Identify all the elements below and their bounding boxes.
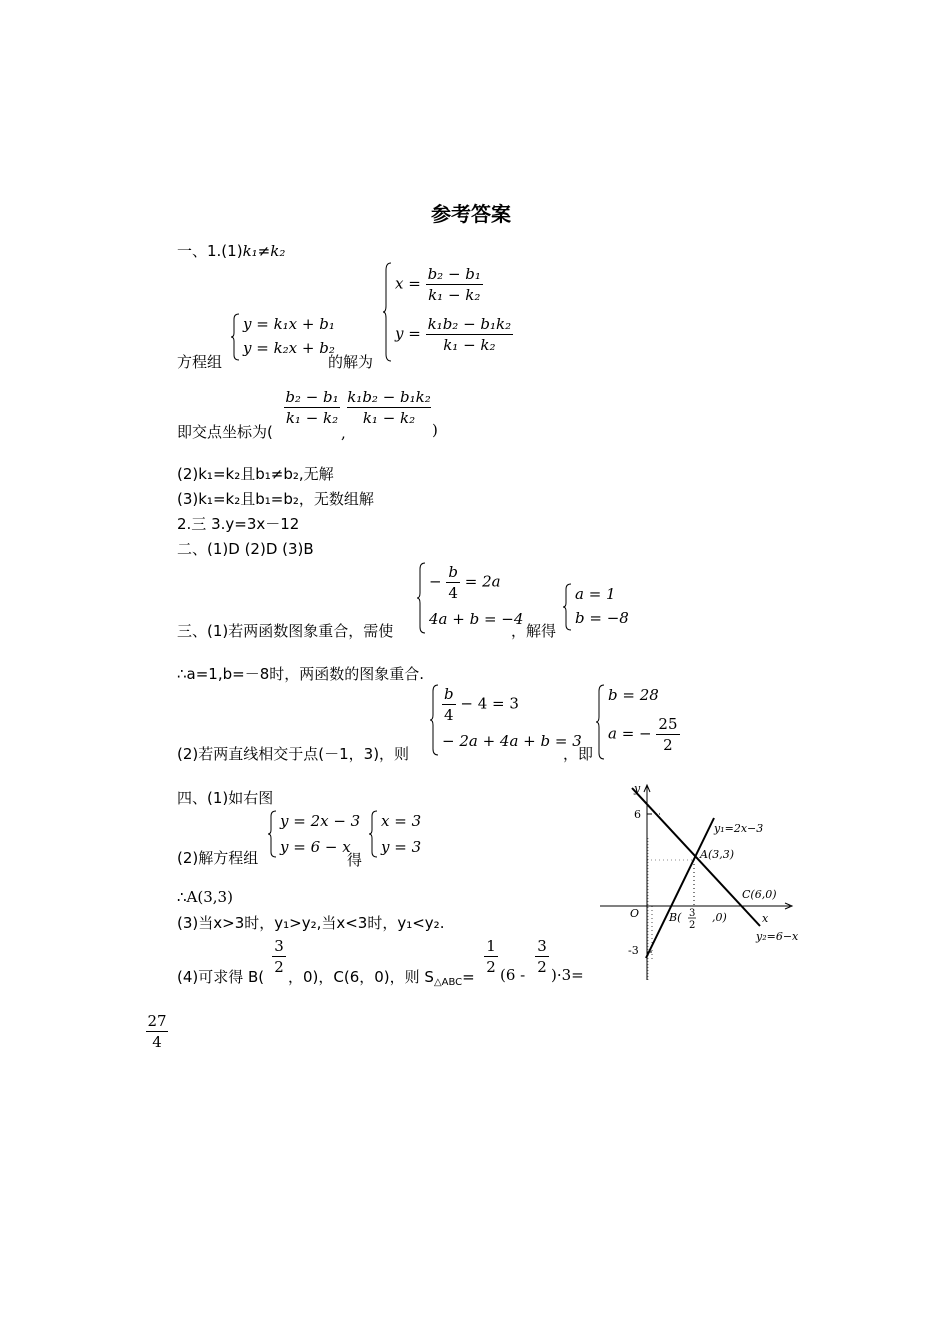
- s4-q4-b-frac: [272, 937, 286, 976]
- s1-sol-y-num: k₁b₂ − b₁k₂: [427, 315, 512, 333]
- s4-q4-b-num: 3: [274, 937, 284, 955]
- s4-q4-c-frac: [535, 937, 549, 976]
- s1-pt-y-den: k₁ − k₂: [362, 409, 416, 427]
- s3-p1-eq1-neg: −: [429, 572, 442, 591]
- s4-q2-system: [268, 810, 361, 858]
- s1-pt-x-frac: [284, 388, 340, 427]
- point-c-label: C(6,0): [742, 888, 777, 901]
- brace-icon: [369, 810, 378, 858]
- point-b-prefix: B(: [669, 911, 682, 924]
- s4-q4-sub: △ABC: [433, 977, 463, 988]
- s3-p2-sol2-lhs: a = −: [608, 724, 652, 743]
- s3-p2-sol2-frac: [656, 714, 679, 755]
- brace-icon: [563, 583, 572, 631]
- s4-q3: (3)当x>3时，y₁>y₂,当x<3时，y₁<y₂.: [177, 914, 445, 932]
- tick-6: 6: [634, 808, 641, 821]
- s2-line: 二、(1)D (2)D (3)B: [177, 540, 314, 558]
- s1-pt-sep: ,: [341, 424, 346, 442]
- s3-p1-sol1: a = 1: [575, 585, 616, 603]
- s4-q4-half-frac: [484, 937, 498, 976]
- brace-icon: [430, 684, 439, 756]
- s3-p1-label: 三、(1)若两函数图象重合，需使: [177, 622, 394, 640]
- s4-q4-eq: =: [462, 968, 475, 986]
- s1-q1-cond: k₁≠k₂: [242, 242, 286, 260]
- s3-p1-eq1-den: 4: [448, 584, 458, 602]
- s1-q1-label: 一、1.(1): [177, 242, 243, 260]
- s1-solution-system: [383, 262, 513, 362]
- s3-p1-eq1-rhs: = 2a: [464, 572, 501, 591]
- s4-q4-mid2: (6 -: [500, 966, 526, 984]
- s4-q2-mid: 得: [347, 851, 363, 869]
- brace-icon: [596, 684, 605, 760]
- s4-ans-num: 27: [147, 1012, 167, 1030]
- point-b-num: 3: [689, 908, 696, 919]
- brace-icon: [268, 810, 277, 858]
- s1-q3: (3)k₁=k₂且b₁=b₂，无数组解: [177, 490, 374, 508]
- s4-q1: 四、(1)如右图: [177, 789, 274, 807]
- s1-pt-x-den: k₁ − k₂: [285, 409, 339, 427]
- s3-p1-conclusion: ∴a=1,b=－8时，两函数的图象重合.: [177, 665, 425, 683]
- s1-pt-y-frac: [347, 388, 431, 427]
- s4-q2-sol1: x = 3: [381, 812, 422, 830]
- s1-pt-label: 即交点坐标为(: [177, 423, 273, 441]
- s1-sys-eq1: y = k₁x + b₁: [243, 315, 335, 333]
- s4-q4-c-den: 2: [537, 958, 547, 976]
- brace-icon: [417, 562, 426, 634]
- s3-p1-eq1-num: b: [448, 563, 458, 581]
- s3-p1-sol2: b = −8: [575, 609, 629, 627]
- s3-p2-label: (2)若两直线相交于点(－1，3)，则: [177, 745, 410, 763]
- s4-q2-eq1: y = 2x − 3: [280, 812, 361, 830]
- s3-p2-eq1-den: 4: [444, 706, 454, 724]
- s3-p1-solution: [563, 583, 633, 631]
- point-a-label: A(3,3): [700, 848, 735, 861]
- s1-pt-x-num: b₂ − b₁: [285, 388, 339, 406]
- s3-p2-sol1: b = 28: [608, 686, 659, 704]
- s3-p1-system: [417, 562, 524, 634]
- s4-ans-den: 4: [152, 1033, 162, 1051]
- s4-q4-label: (4)可求得 B(: [177, 968, 265, 986]
- s4-q4-h-den: 2: [486, 958, 496, 976]
- s1-sol-label: 的解为: [328, 353, 374, 371]
- line2-label: y₂=6−x: [756, 930, 799, 943]
- s4-q4-end: )·3=: [551, 966, 584, 984]
- s4-q4-h-num: 1: [486, 937, 496, 955]
- s3-p2-sol2-den: 2: [663, 736, 673, 754]
- tick-neg3: -3: [628, 944, 639, 957]
- s3-p2-system: [430, 684, 582, 756]
- s3-p2-mid: ，即: [563, 745, 594, 763]
- s1-q4: 2.三 3.y=3x－12: [177, 515, 300, 533]
- s1-sol-y-den: k₁ − k₂: [443, 336, 496, 354]
- s1-sol-y-lhs: y =: [395, 324, 421, 343]
- s3-p1-eq1-frac: [446, 562, 460, 603]
- s4-q4-mid1: [288, 966, 475, 988]
- s3-p1-eq2: 4a + b = −4: [429, 610, 524, 628]
- s1-sol-y: [395, 314, 513, 355]
- s1-sol-x-num: b₂ − b₁: [427, 265, 481, 283]
- s1-sol-y-frac: [426, 314, 514, 355]
- s3-p2-eq1-rhs: − 4 = 3: [460, 694, 519, 713]
- point-b-suffix: ,0): [712, 911, 727, 924]
- s3-p2-solution: [596, 684, 676, 760]
- s3-p2-eq1-frac: [442, 684, 456, 725]
- s1-pt-close: ): [432, 421, 438, 439]
- y-axis-label: y: [634, 782, 641, 795]
- s1-pt-y-num: k₁b₂ − b₁k₂: [347, 388, 431, 406]
- s3-p2-eq2: − 2a + 4a + b = 3: [442, 732, 582, 750]
- s4-q2-sol2: y = 3: [381, 838, 422, 856]
- s1-sys-eq2: y = k₂x + b₂: [243, 339, 335, 357]
- s1-equation-system: [231, 313, 335, 361]
- point-b-den: 2: [689, 920, 696, 931]
- s1-sol-x-lhs: x =: [395, 274, 421, 293]
- brace-icon: [383, 262, 392, 362]
- s1-sol-x: [395, 264, 483, 305]
- s3-p1-mid: ，解得: [511, 622, 557, 640]
- s1-sys-label: 方程组: [177, 353, 223, 371]
- page-title: 参考答案: [431, 202, 511, 226]
- x-axis-label: x: [762, 912, 769, 925]
- line1-label: y₁=2x−3: [714, 822, 764, 835]
- s1-q2: (2)k₁=k₂且b₁≠b₂,无解: [177, 465, 334, 483]
- s1-q1: [177, 240, 285, 261]
- s1-sol-x-den: k₁ − k₂: [428, 286, 481, 304]
- graph: [590, 780, 820, 990]
- s4-q2-eq2: y = 6 − x: [280, 838, 351, 856]
- s4-q2-solution: [369, 810, 429, 858]
- s4-q2-label: (2)解方程组: [177, 849, 259, 867]
- s4-answer-frac: [146, 1012, 168, 1051]
- s4-q2-conclusion: ∴A(3,3): [177, 888, 233, 906]
- s4-q4-c-num: 3: [537, 937, 547, 955]
- origin-label: O: [630, 907, 640, 920]
- s3-p2-eq1-num: b: [444, 685, 454, 703]
- s4-q4-b-den: 2: [274, 958, 284, 976]
- s4-q4-mid1-text: ，0)，C(6，0)，则 S: [288, 968, 434, 986]
- s1-sol-x-frac: [426, 264, 483, 305]
- s3-p2-sol2-num: 25: [658, 715, 678, 733]
- brace-icon: [231, 313, 240, 361]
